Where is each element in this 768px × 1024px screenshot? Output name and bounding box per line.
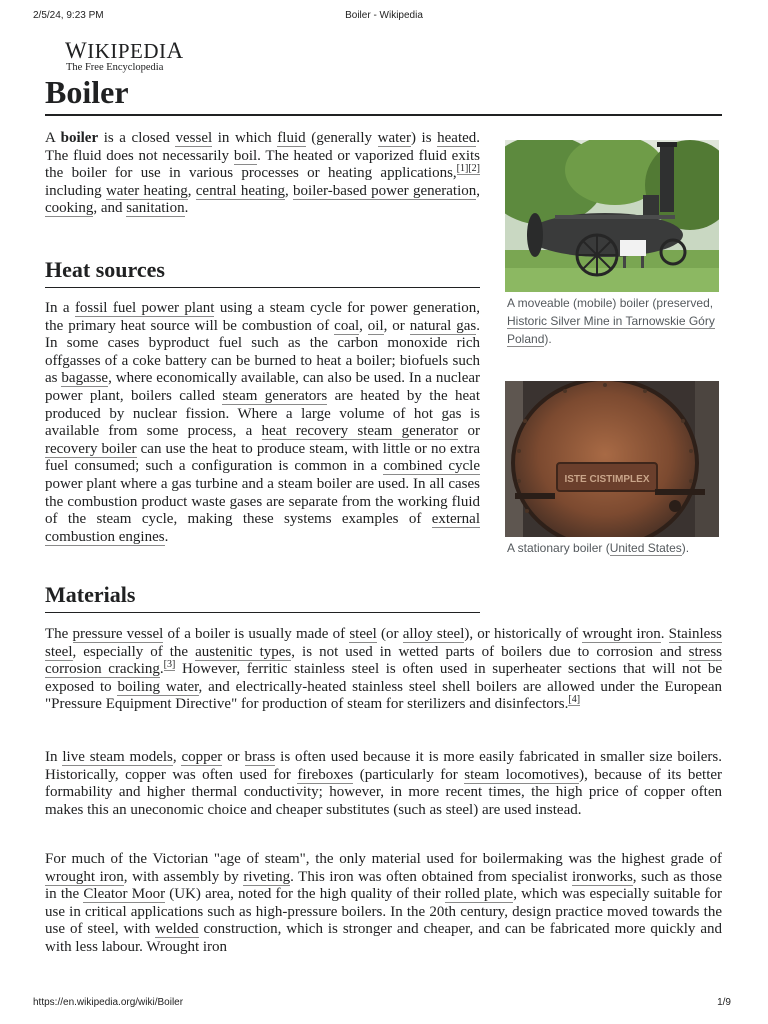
stationary-boiler-image[interactable] [505, 381, 719, 537]
ref-1[interactable]: [1] [456, 163, 469, 175]
link-austenitic-types[interactable]: austenitic types [195, 643, 292, 660]
link-brass[interactable]: brass [244, 749, 276, 765]
link-central-heating[interactable]: central heating [195, 182, 285, 199]
link-alloy-steel[interactable]: alloy steel [402, 626, 465, 642]
link-steam-generators[interactable]: steam generators [222, 387, 328, 404]
link-fossil-fuel-power-plant[interactable]: fossil fuel power plant [74, 300, 215, 316]
link-poland[interactable]: Poland [507, 332, 545, 346]
boiler-plate-text: ISTE CISTIMPLEX [564, 474, 650, 485]
link-stress-corrosion-cracking[interactable]: stress corrosion cracking [45, 643, 722, 678]
print-page-number: 1/9 [717, 997, 731, 1008]
figure-mobile-boiler-caption: A moveable (mobile) boiler (preserved, Historic Silver Mine in Tarnowskie Góry Poland). [507, 296, 715, 346]
link-riveting[interactable]: riveting [243, 868, 291, 885]
link-copper[interactable]: copper [181, 749, 223, 765]
link-natural-gas[interactable]: natural gas [409, 317, 477, 334]
link-cleator-moor[interactable]: Cleator Moor [83, 886, 166, 903]
link-steel[interactable]: steel [349, 626, 377, 642]
link-external-combustion-engines[interactable]: external combustion engines [45, 511, 480, 545]
heat-sources-paragraph: In a fossil fuel power plant using a steam cycle for power generation, the primary heat source will be combustion of coal, oil, or natural gas. In some cases byproduct fuel such as the carbon monoxide rich offgasses of a coke battery can be burned to heat a boiler; biofuels such as bagasse, where economically available, can also be used. In a nuclear power plant, boilers called steam generators are heated by the heat produced by nuclear fission. Where a large volume of hot gas is available from some process, a heat recovery steam generator or recovery boiler can use the heat to produce steam, with little or no extra fuel consumed; such a configuration is common in a combined cycle power plant where a gas turbine and a steam boiler are used. In all cases the combustion product waste gases are separate from the working fluid of the steam cycle, making these systems examples of external combustion engines. [45, 300, 481, 545]
link-fireboxes[interactable]: fireboxes [297, 766, 354, 783]
link-stainless-steel[interactable]: Stainless steel [45, 626, 722, 660]
wikipedia-wordmark: WIKIPEDIA [65, 38, 184, 63]
link-fluid[interactable]: fluid [277, 130, 306, 146]
intro-paragraph: A boiler is a closed vessel in which fluid (generally water) is heated. The fluid does not necessarily boil. The heated or vaporized fluid exits the boiler for use in various processes or heating applications,[1][2] including water heating, central heating, boiler-based power generation, cooking, and sanitation. [45, 130, 481, 217]
link-coal[interactable]: coal [334, 317, 360, 334]
link-oil[interactable]: oil [367, 317, 384, 334]
materials-paragraph-1: The pressure vessel of a boiler is usually made of steel (or alloy steel), or historically of wrought iron. Stainless steel, especially of the austenitic types, is not used in wetted parts of boilers due to corrosion and stress corrosion cracking.[3] However, ferritic stainless steel is often used in superheater sections that will not be exposed to boiling water, and electrically-heated stainless steel shell boilers are allowed under the European "Pressure Equipment Directive" for production of steam for sterilizers and disinfectors.[4] [45, 626, 722, 713]
link-boiler-based-power-generation[interactable]: boiler-based power generation [293, 182, 477, 199]
figure-stationary-boiler [505, 381, 720, 557]
print-timestamp: 2/5/24, 9:23 PM [33, 10, 104, 21]
link-historic-silver-mine[interactable]: Historic Silver Mine in Tarnowskie Góry [507, 314, 715, 328]
heading-materials: Materials [45, 581, 480, 613]
ref-3[interactable]: [3] [163, 659, 176, 671]
link-pressure-vessel[interactable]: pressure vessel [72, 626, 164, 642]
link-recovery-boiler[interactable]: recovery boiler [45, 440, 137, 457]
ref-2[interactable]: [2] [468, 163, 480, 175]
link-water-heating[interactable]: water heating [105, 182, 188, 199]
link-bagasse[interactable]: bagasse [61, 370, 109, 387]
link-united-states[interactable]: United States [609, 541, 682, 555]
link-cooking[interactable]: cooking [45, 200, 94, 217]
bold-term-boiler: boiler [60, 130, 99, 146]
print-footer [33, 997, 735, 1011]
link-vessel[interactable]: vessel [175, 130, 213, 146]
print-url: https://en.wikipedia.org/wiki/Boiler [33, 997, 184, 1008]
ref-4[interactable]: [4] [568, 694, 581, 706]
wikipedia-tagline: The Free Encyclopedia [66, 62, 164, 73]
print-header [33, 10, 735, 24]
print-page-title: Boiler - Wikipedia [345, 10, 423, 21]
link-wrought-iron-2[interactable]: wrought iron [45, 868, 124, 885]
link-heated[interactable]: heated [437, 130, 477, 146]
heading-heat-sources: Heat sources [45, 256, 480, 288]
materials-paragraph-2: In live steam models, copper or brass is often used because it is more easily fabricated in smaller size boilers. Historically, copper was often used for fireboxes (particularly for steam locomotives), because of its better formability and higher thermal conductivity; however, in more recent times, the high price of copper often makes this an uneconomic choice and cheaper substitutes (such as steel) are used instead. [45, 749, 723, 818]
link-steam-locomotives[interactable]: steam locomotives [464, 766, 580, 783]
link-live-steam-models[interactable]: live steam models [62, 749, 173, 765]
link-rolled-plate[interactable]: rolled plate [444, 886, 514, 903]
link-sanitation[interactable]: sanitation [126, 200, 185, 217]
link-ironworks[interactable]: ironworks [571, 868, 633, 885]
wikipedia-logo[interactable] [65, 40, 184, 74]
link-welded[interactable]: welded [155, 921, 199, 938]
figure-mobile-boiler [505, 140, 720, 348]
link-heat-recovery-steam-generator[interactable]: heat recovery steam generator [261, 423, 459, 440]
link-combined-cycle[interactable]: combined cycle [383, 458, 481, 475]
link-boil[interactable]: boil [233, 147, 258, 164]
figure-stationary-boiler-caption: A stationary boiler (United States). [507, 541, 690, 555]
link-boiling-water[interactable]: boiling water [117, 678, 199, 695]
link-wrought-iron[interactable]: wrought iron [582, 626, 661, 642]
page-title: Boiler [45, 72, 722, 116]
link-water[interactable]: water [377, 130, 411, 146]
mobile-boiler-image[interactable] [505, 140, 719, 292]
materials-paragraph-3: For much of the Victorian "age of steam", the only material used for boilermaking was the highest grade of wrought iron, with assembly by riveting. This iron was often obtained from specialist ironworks, such as those in the Cleator Moor (UK) area, noted for the high quality of their rolled plate, which was especially suitable for use in critical applications such as high-pressure boilers. In the 20th century, design practice moved towards the use of steel, with welded construction, which is stronger and cheaper, and can be fabricated more quickly and with less labour. Wrought iron [45, 851, 723, 955]
